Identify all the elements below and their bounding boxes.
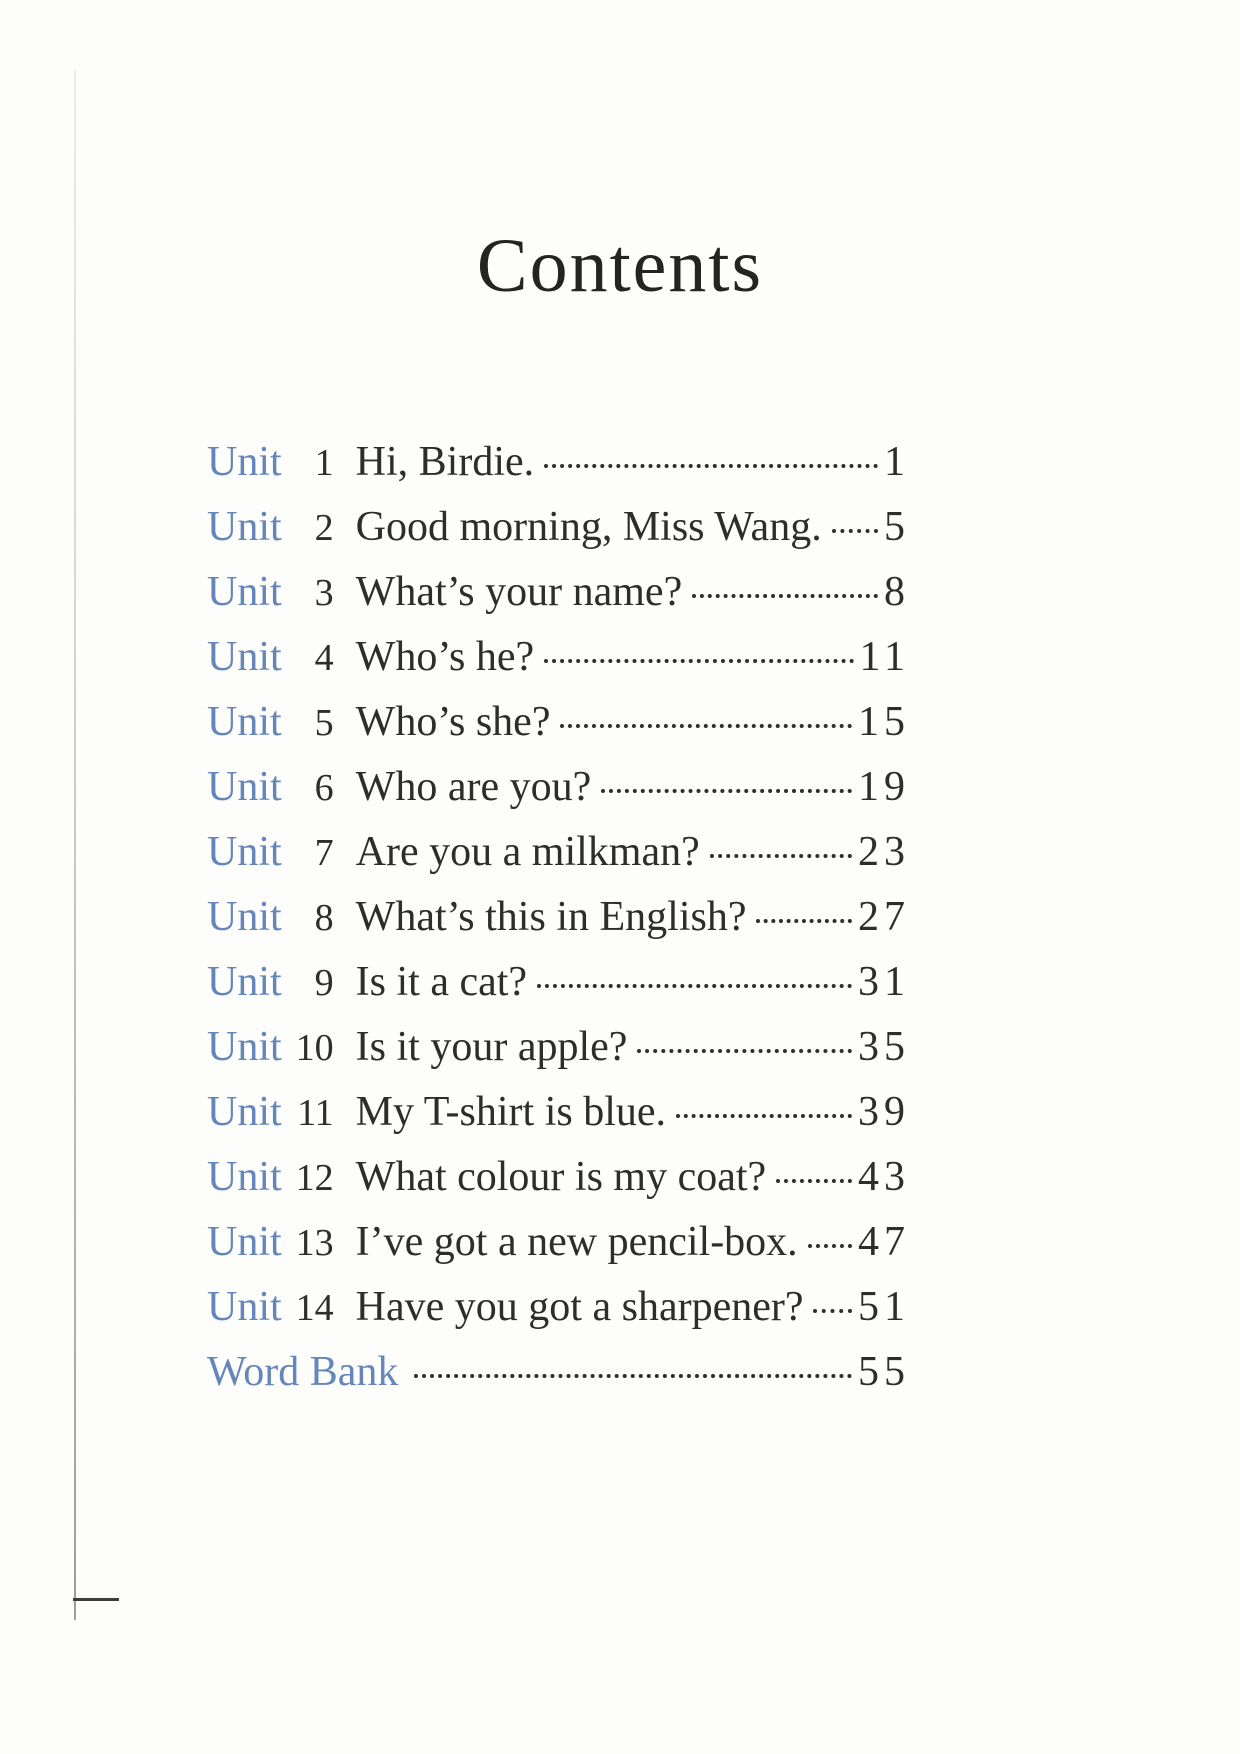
entry-title: Are you a milkman? (355, 829, 700, 875)
page-number: 31 (858, 959, 910, 1005)
dot-leader (808, 1244, 852, 1248)
toc-row (207, 820, 910, 885)
unit-label: Unit (207, 439, 282, 485)
corner-dash-mark (73, 1598, 119, 1601)
toc-row (207, 1145, 910, 1210)
unit-number: 7 (314, 832, 334, 874)
page-number: 11 (859, 634, 910, 680)
unit-label: Unit (207, 1154, 282, 1200)
page-number: 51 (858, 1284, 910, 1330)
unit-label: Unit (207, 894, 282, 940)
toc-row (207, 690, 910, 755)
entry-title: Have you got a sharpener? (355, 1284, 804, 1330)
entry-title: I’ve got a new pencil-box. (355, 1219, 798, 1265)
page-number: 5 (884, 504, 910, 550)
entry-title: My T-shirt is blue. (355, 1089, 667, 1135)
page-number: 55 (858, 1349, 910, 1395)
unit-label: Unit (207, 634, 282, 680)
dot-leader (601, 789, 852, 793)
page-number: 19 (858, 764, 910, 810)
dot-leader (560, 724, 852, 728)
page-number: 43 (858, 1154, 910, 1200)
unit-number: 1 (314, 442, 334, 484)
dot-leader (676, 1114, 852, 1118)
unit-number: 13 (295, 1222, 334, 1264)
unit-number: 5 (314, 702, 334, 744)
toc-row (207, 755, 910, 820)
entry-title: Is it your apple? (355, 1024, 628, 1070)
unit-label: Unit (207, 959, 282, 1005)
unit-number: 4 (314, 637, 334, 679)
page-number: 39 (858, 1089, 910, 1135)
unit-label: Unit (207, 1089, 282, 1135)
dot-leader (544, 659, 853, 663)
unit-number: 6 (314, 767, 334, 809)
unit-number: 10 (295, 1027, 334, 1069)
page-edge-shadow-line (74, 70, 76, 1620)
toc-row (207, 950, 910, 1015)
unit-label: Unit (207, 829, 282, 875)
unit-number: 14 (295, 1287, 334, 1329)
unit-label: Unit (207, 1219, 282, 1265)
dot-leader (710, 854, 852, 858)
toc-row (207, 1015, 910, 1080)
entry-title: What’s your name? (355, 569, 683, 615)
dot-leader (832, 529, 878, 533)
unit-number: 12 (295, 1157, 334, 1199)
entry-title: Hi, Birdie. (355, 439, 535, 485)
dot-leader (637, 1049, 852, 1053)
toc-row (207, 1210, 910, 1275)
dot-leader (544, 464, 878, 468)
unit-label: Unit (207, 1284, 282, 1330)
unit-label: Unit (207, 699, 282, 745)
toc-row (207, 430, 910, 495)
dot-leader (537, 984, 852, 988)
entry-title: Good morning, Miss Wang. (355, 504, 822, 550)
dot-leader (776, 1179, 852, 1183)
unit-number: 3 (314, 572, 334, 614)
page-number: 23 (858, 829, 910, 875)
unit-label: Unit (207, 764, 282, 810)
dot-leader (414, 1374, 852, 1378)
dot-leader (813, 1309, 852, 1313)
unit-label: Unit (207, 569, 282, 615)
toc-row (207, 1275, 910, 1340)
unit-label: Unit (207, 504, 282, 550)
page-number: 15 (858, 699, 910, 745)
page-number: 35 (858, 1024, 910, 1070)
entry-title: What’s this in English? (355, 894, 747, 940)
page-title: Contents (476, 224, 764, 308)
entry-title: Who’s she? (355, 699, 551, 745)
entry-title: Who’s he? (355, 634, 535, 680)
page-number: 8 (884, 569, 910, 615)
unit-label: Word Bank (207, 1349, 399, 1395)
entry-title: Is it a cat? (355, 959, 528, 1005)
unit-number: 8 (314, 897, 334, 939)
entry-title: What colour is my coat? (355, 1154, 767, 1200)
dot-leader (756, 919, 852, 923)
toc-row (207, 885, 910, 950)
entry-title: Who are you? (355, 764, 592, 810)
table-of-contents (207, 430, 910, 1405)
unit-number: 9 (314, 962, 334, 1004)
page-number: 27 (858, 894, 910, 940)
toc-row (207, 1340, 910, 1405)
dot-leader (692, 594, 878, 598)
unit-label: Unit (207, 1024, 282, 1070)
page-number: 1 (884, 439, 910, 485)
unit-number: 2 (314, 507, 334, 549)
page-number: 47 (858, 1219, 910, 1265)
toc-row (207, 625, 910, 690)
toc-row (207, 560, 910, 625)
toc-row (207, 495, 910, 560)
unit-number: 11 (297, 1092, 334, 1134)
toc-row (207, 1080, 910, 1145)
